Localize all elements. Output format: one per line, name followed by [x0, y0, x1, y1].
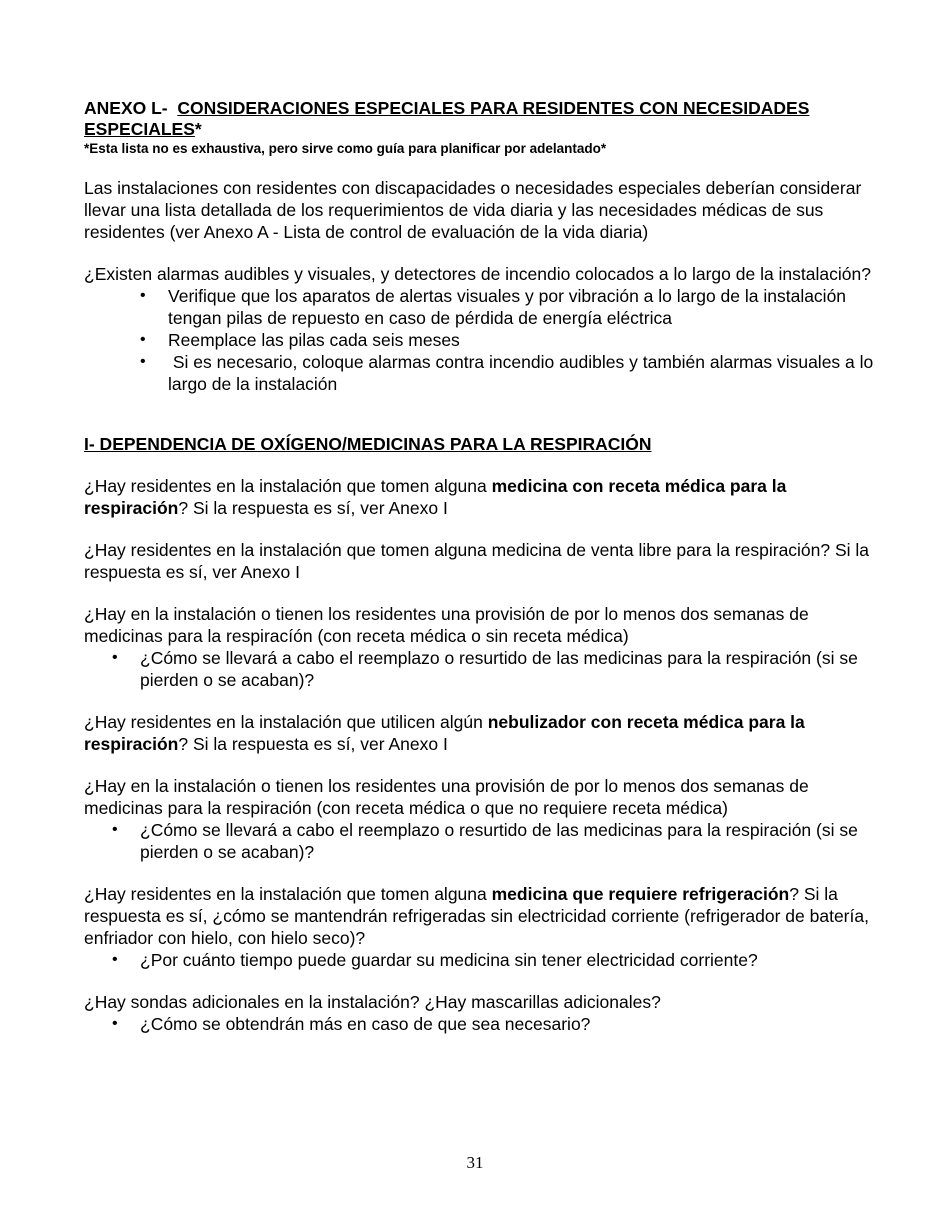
list-item: • Si es necesario, coloque alarmas contra incendio audibles y también alarmas visuales a lo largo de la instalación — [140, 352, 879, 394]
question-tubes-masks: ¿Hay sondas adicionales en la instalación? ¿Hay mascarillas adicionales? — [84, 992, 661, 1012]
alarms-list — [84, 285, 879, 395]
question-prescription-medicine: ¿Hay residentes en la instalación que tomen alguna medicina con receta médica para la respiración? Si la respuesta es sí, ver Anexo I — [84, 476, 787, 518]
annex-heading: CONSIDERACIONES ESPECIALES PARA RESIDENTES CON NECESIDADES ESPECIALES — [84, 98, 810, 139]
annex-heading-marker: * — [194, 119, 202, 139]
tubes-list — [84, 1013, 874, 1035]
list-item: • ¿Por cuánto tiempo puede guardar su medicina sin tener electricidad corriente? — [112, 950, 758, 970]
supply-list — [84, 647, 874, 691]
question-two-week-supply: ¿Hay en la instalación o tienen los residentes una provisión de por lo menos dos semanas de medicinas para la respiracíón (con receta médica o sin receta médica) — [84, 604, 809, 646]
section-heading: I- DEPENDENCIA DE OXÍGENO/MEDICINAS PARA LA RESPIRACIÓN — [84, 434, 652, 454]
list-item: • Reemplace las pilas cada seis meses — [140, 330, 460, 350]
refrigeration-list — [84, 949, 874, 971]
annex-title — [84, 98, 874, 140]
question-otc-medicine: ¿Hay residentes en la instalación que tomen alguna medicina de venta libre para la respiración? Si la respuesta es sí, ver Anexo I — [84, 540, 870, 582]
question-nebulizer: ¿Hay residentes en la instalación que utilicen algún nebulizador con receta médica para la respiración? Si la respuesta es sí, ver Anexo I — [84, 712, 805, 754]
annex-note: *Esta lista no es exhaustiva, pero sirve como guía para planificar por adelantado* — [84, 141, 607, 156]
intro-paragraph: Las instalaciones con residentes con discapacidades o necesidades especiales deberían considerar llevar una lista detallada de los requerimientos de vida diaria y las necesidades médicas de sus residentes (ver Anexo A - Lista de control de evaluación de la vida diaria) — [84, 178, 862, 242]
document-page — [84, 98, 879, 1055]
supply-list-2 — [84, 819, 874, 863]
page-number: 31 — [466, 1153, 484, 1172]
alarms-question: ¿Existen alarmas audibles y visuales, y detectores de incendio colocados a lo largo de la instalación? — [84, 264, 871, 284]
list-item: • Verifique que los aparatos de alertas visuales y por vibración a lo largo de la instalación tengan pilas de repuesto en caso de pérdida de energía eléctrica — [140, 286, 847, 328]
question-two-week-supply-2: ¿Hay en la instalación o tienen los residentes una provisión de por lo menos dos semanas de medicinas para la respiración (con receta médica o que no requiere receta médica) — [84, 776, 809, 818]
annex-label: ANEXO L- — [84, 98, 168, 118]
question-refrigeration: ¿Hay residentes en la instalación que tomen alguna medicina que requiere refrigeración? Si la respuesta es sí, ¿cómo se mantendrán refrigeradas sin electricidad corriente (refrigerador de batería, enfriador con hielo, con hielo seco)? — [84, 884, 869, 948]
list-item: • ¿Cómo se obtendrán más en caso de que sea necesario? — [112, 1014, 591, 1034]
list-item: • ¿Cómo se llevará a cabo el reemplazo o resurtido de las medicinas para la respiración (si se pierden o se acaban)? — [112, 648, 858, 690]
list-item: • ¿Cómo se llevará a cabo el reemplazo o resurtido de las medicinas para la respiración (si se pierden o se acaban)? — [112, 820, 858, 862]
